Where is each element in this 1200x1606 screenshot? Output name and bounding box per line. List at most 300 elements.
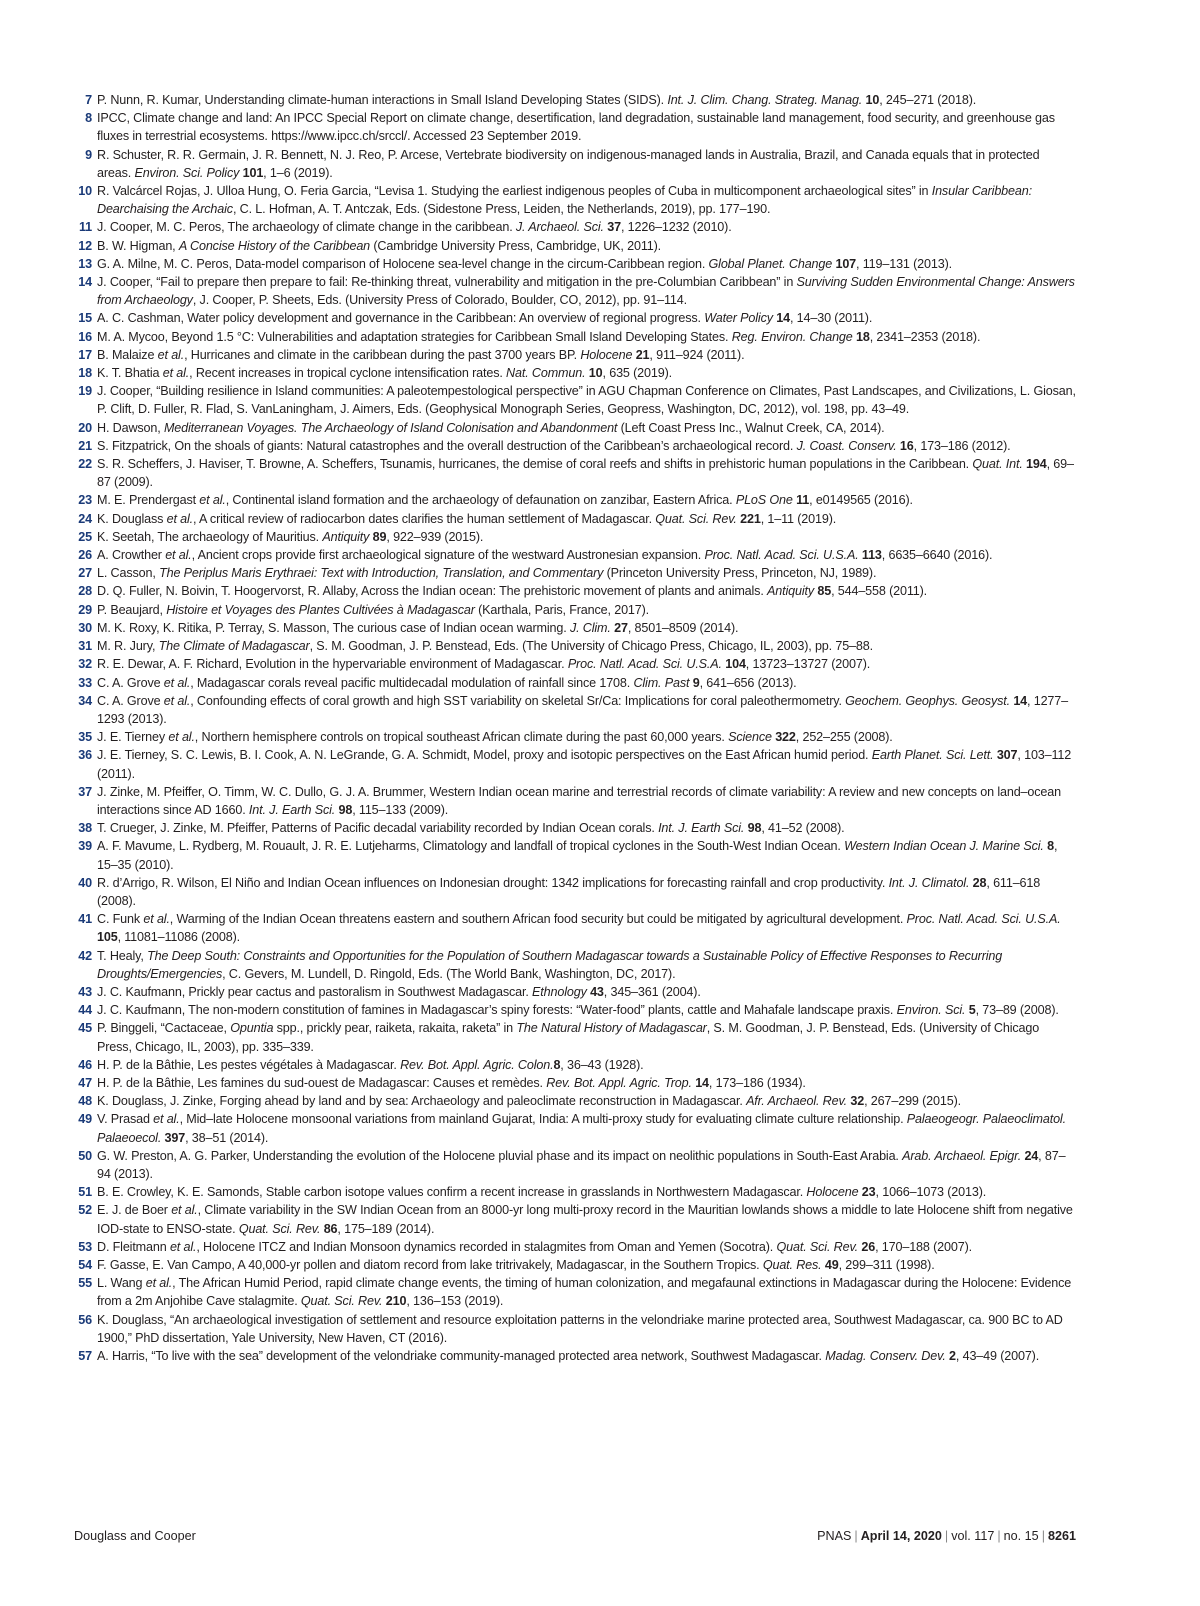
reference-item [74, 237, 1076, 255]
reference-italic-text: Rev. Bot. Appl. Agric. Trop. [546, 1075, 692, 1090]
reference-text: , Continental island formation and the archaeology of defaunation on zanzibar, Eastern Africa. [225, 493, 736, 508]
reference-text: L. Wang [97, 1276, 146, 1291]
reference-text: G. W. Preston, A. G. Parker, Understanding the evolution of the Holocene pluvial phase and its impact on neolithic populations in South-East Arabia. [97, 1148, 903, 1163]
reference-item [74, 382, 1076, 418]
reference-italic-text: Quat. Sci. Rev. [238, 1221, 321, 1236]
reference-volume: 14 [695, 1075, 709, 1090]
reference-item [74, 582, 1076, 600]
reference-italic-text: et al. [199, 493, 226, 508]
reference-number: 31 [78, 639, 92, 654]
reference-number: 32 [78, 657, 92, 672]
reference-number: 29 [78, 602, 92, 617]
reference-text: , J. Cooper, P. Sheets, Eds. (University Press of Colorado, Boulder, CO, 2012), pp. 91–114. [192, 293, 687, 308]
reference-text: , 119–131 (2013). [856, 256, 952, 271]
reference-number: 42 [78, 948, 92, 963]
reference-text: , 136–153 (2019). [406, 1294, 504, 1309]
reference-number: 43 [78, 984, 92, 999]
reference-number: 16 [78, 329, 92, 344]
reference-item [74, 255, 1076, 273]
reference-italic-text: et al. [153, 1112, 180, 1127]
reference-text: G. A. Milne, M. C. Peros, Data-model comparison of Holocene sea-level change in the circum-Caribbean region. [97, 256, 709, 271]
reference-text: M. R. Jury, [97, 639, 159, 654]
reference-text: , 103–112 (2011). [97, 748, 1072, 781]
reference-text: , Mid–late Holocene monsoonal variations from mainland Gujarat, India: A multi-proxy study for evaluating climate culture relationship. [179, 1112, 907, 1127]
reference-text: , 2341–2353 (2018). [869, 329, 981, 344]
reference-italic-text: Arab. Archaeol. Epigr. [902, 1148, 1022, 1163]
reference-item [74, 491, 1076, 509]
reference-text: P. Nunn, R. Kumar, Understanding climate-human interactions in Small Island Developing States (SIDS). [97, 93, 668, 107]
reference-text: A. F. Mavume, L. Rydberg, M. Rouault, J. R. E. Lutjeharms, Climatology and landfall of tropical cyclones in the South-West Indian Ocean. [97, 839, 845, 854]
reference-number: 52 [78, 1203, 92, 1218]
reference-volume: 10 [865, 93, 880, 107]
reference-volume: 98 [747, 821, 762, 836]
reference-volume: 8 [1047, 839, 1054, 854]
reference-italic-text: Science [728, 730, 772, 745]
reference-number: 36 [78, 748, 92, 763]
reference-italic-text: Clim. Past [633, 675, 690, 690]
reference-number: 34 [78, 693, 92, 708]
reference-text: , 15–35 (2010). [97, 839, 1058, 872]
reference-italic-text: Environ. Sci. [896, 1003, 966, 1018]
reference-text: , 175–189 (2014). [337, 1221, 435, 1236]
reference-item [74, 728, 1076, 746]
reference-item [74, 455, 1076, 491]
reference-list [74, 91, 1076, 1365]
reference-italic-text: Antiquity [322, 529, 370, 544]
reference-text: K. Seetah, The archaeology of Mauritius. [97, 529, 323, 544]
reference-text: spp., prickly pear, raiketa, rakaita, raketa” in [273, 1021, 517, 1036]
reference-text: , 911–924 (2011). [649, 347, 745, 362]
reference-number: 45 [78, 1021, 92, 1036]
reference-text: R. Valcárcel Rojas, J. Ulloa Hung, O. Feria Garcia, “Levisa 1. Studying the earliest indigenous peoples of Cuba in multicomponent archaeological sites” in [97, 184, 932, 199]
reference-text: , 611–618 (2008). [97, 875, 1041, 908]
reference-italic-text: Water Policy [704, 311, 773, 326]
reference-item [74, 564, 1076, 582]
reference-text: H. P. de la Bâthie, Les famines du sud-ouest de Madagascar: Causes et remèdes. [97, 1075, 547, 1090]
reference-text: , A critical review of radiocarbon dates clarifies the human settlement of Madagascar. [193, 511, 656, 526]
reference-italic-text: A Concise History of the Caribbean [178, 238, 371, 253]
reference-text: , 544–558 (2011). [831, 584, 928, 599]
reference-text: , 267–299 (2015). [864, 1094, 961, 1109]
reference-item [74, 1056, 1076, 1074]
reference-volume: 85 [817, 584, 832, 599]
reference-number: 47 [78, 1075, 92, 1090]
reference-text: S. R. Scheffers, J. Haviser, T. Browne, A. Scheffers, Tsunamis, hurricanes, the demise of coral reefs and shifts in prehistoric human populations in the Caribbean. [97, 457, 973, 472]
reference-number: 18 [78, 366, 92, 381]
reference-italic-text: Quat. Sci. Rev. [300, 1294, 383, 1309]
reference-italic-text: Opuntia [230, 1021, 274, 1036]
reference-text: (Karthala, Paris, France, 2017). [474, 602, 650, 617]
reference-text: J. E. Tierney [97, 730, 169, 745]
reference-number: 49 [78, 1112, 92, 1127]
reference-italic-text: The Climate of Madagascar [158, 639, 310, 654]
reference-number: 48 [78, 1094, 92, 1109]
reference-italic-text: Proc. Natl. Acad. Sci. U.S.A. [567, 657, 722, 672]
reference-number: 24 [78, 511, 92, 526]
reference-text: , 252–255 (2008). [795, 730, 893, 745]
reference-volume: 2 [949, 1349, 956, 1364]
reference-italic-text: Earth Planet. Sci. Lett. [871, 748, 994, 763]
footer-separator: | [854, 1529, 858, 1543]
reference-text: , S. M. Goodman, J. P. Benstead, Eds. (The University of Chicago Press, Chicago, IL, 2003), pp. 75–88. [309, 639, 873, 654]
reference-italic-text: Proc. Natl. Acad. Sci. U.S.A. [704, 548, 859, 563]
reference-italic-text: Quat. Int. [972, 457, 1023, 472]
reference-italic-text: et al. [168, 730, 195, 745]
reference-item [74, 837, 1076, 873]
reference-italic-text: J. Clim. [569, 620, 611, 635]
footer-date: April 14, 2020 [860, 1529, 942, 1543]
reference-text: L. Casson, [97, 566, 160, 581]
reference-text: P. Binggeli, “Cactaceae, [97, 1021, 231, 1036]
reference-number: 14 [78, 275, 92, 290]
reference-text: , 115–133 (2009). [352, 802, 449, 817]
reference-number: 54 [78, 1258, 92, 1272]
reference-italic-text: et al. [165, 548, 192, 563]
reference-item [74, 601, 1076, 619]
reference-text: J. C. Kaufmann, The non-modern constitution of famines in Madagascar’s spiny forests: “Water-food” plants, cattle and Mahafale landscape praxis. [97, 1003, 897, 1018]
reference-italic-text: Int. J. Climatol. [888, 875, 970, 890]
reference-italic-text: Environ. Sci. Policy [134, 165, 240, 180]
reference-item [74, 437, 1076, 455]
reference-text: T. Crueger, J. Zinke, M. Pfeiffer, Patterns of Pacific decadal variability recorded by Indian Ocean corals. [97, 821, 659, 836]
reference-italic-text: Proc. Natl. Acad. Sci. U.S.A. [906, 912, 1061, 927]
reference-text: R. Schuster, R. R. Germain, J. R. Bennett, N. J. Reo, P. Arcese, Vertebrate biodiversity on indigenous-managed lands in Australia, Brazil, and Canada equals that in protected areas. [97, 147, 1040, 180]
reference-item [74, 874, 1076, 910]
reference-number: 7 [85, 93, 92, 107]
reference-text: C. A. Grove [97, 675, 164, 690]
footer-separator: | [944, 1529, 949, 1543]
reference-item [74, 1110, 1076, 1146]
reference-item [74, 218, 1076, 236]
reference-text: A. Harris, “To live with the sea” development of the velondriake community-managed protected area network, Southwest Madagascar. [97, 1349, 826, 1364]
reference-text: , 36–43 (1928). [560, 1057, 644, 1072]
reference-item [74, 1001, 1076, 1019]
reference-volume: 9 [692, 675, 700, 690]
reference-text: , C. L. Hofman, A. T. Antczak, Eds. (Sidestone Press, Leiden, the Netherlands, 2019), pp. 177–190. [232, 202, 771, 217]
reference-number: 13 [78, 256, 92, 271]
reference-text: , 14–30 (2011). [789, 311, 873, 326]
reference-italic-text: The Natural History of Madagascar [516, 1021, 707, 1036]
reference-text: , 299–311 (1998). [838, 1258, 935, 1272]
reference-number: 17 [78, 347, 92, 362]
reference-item [74, 1201, 1076, 1237]
reference-italic-text: Reg. Environ. Change [731, 329, 853, 344]
reference-item [74, 546, 1076, 564]
reference-number: 33 [78, 675, 92, 690]
reference-item [74, 1238, 1076, 1256]
reference-volume: 10 [588, 366, 603, 381]
reference-number: 26 [78, 548, 92, 563]
reference-item [74, 419, 1076, 437]
reference-text: , Hurricanes and climate in the caribbean during the past 3700 years BP. [184, 347, 581, 362]
reference-number: 35 [78, 730, 92, 745]
reference-volume: 14 [776, 311, 790, 326]
reference-text: V. Prasad [97, 1112, 154, 1127]
reference-number: 19 [78, 384, 92, 399]
reference-text: H. Dawson, [97, 420, 164, 435]
reference-text: B. Malaize [97, 347, 158, 362]
reference-number: 53 [78, 1239, 92, 1254]
reference-item [74, 1147, 1076, 1183]
reference-text: P. Beaujard, [97, 602, 167, 617]
reference-item [74, 309, 1076, 327]
reference-number: 9 [85, 147, 92, 162]
reference-item [74, 983, 1076, 1001]
reference-volume: 27 [614, 620, 628, 635]
reference-volume: 16 [899, 438, 914, 453]
reference-text: J. E. Tierney, S. C. Lewis, B. I. Cook, A. N. LeGrande, G. A. Schmidt, Model, proxy and isotopic perspectives on the East African humid period. [97, 748, 872, 763]
reference-number: 27 [78, 566, 92, 581]
reference-italic-text: Holocene [806, 1185, 859, 1200]
reference-italic-text: Int. J. Earth Sci. [658, 821, 745, 836]
reference-item [74, 109, 1076, 145]
reference-number: 11 [78, 220, 92, 235]
reference-number: 12 [78, 238, 92, 253]
reference-text: A. C. Cashman, Water policy development and governance in the Caribbean: An overview of regional progress. [97, 311, 705, 326]
reference-number: 21 [78, 438, 92, 453]
reference-italic-text: Quat. Sci. Rev. [776, 1239, 859, 1254]
reference-italic-text: Afr. Archaeol. Rev. [746, 1094, 848, 1109]
reference-number: 57 [78, 1349, 92, 1364]
reference-text: E. J. de Boer [97, 1203, 172, 1218]
reference-italic-text: Ethnology [532, 984, 587, 999]
reference-text: H. P. de la Bâthie, Les pestes végétales à Madagascar. [97, 1057, 401, 1072]
reference-text: , 1277–1293 (2013). [97, 693, 1068, 726]
reference-italic-text: Mediterranean Voyages. The Archaeology of Island Colonisation and Abandonment [163, 420, 618, 435]
reference-text: M. E. Prendergast [97, 493, 200, 508]
reference-text: S. Fitzpatrick, On the shoals of giants: Natural catastrophes and the overall destruction of the Caribbean’s archaeological record. [97, 438, 797, 453]
reference-text: , Recent increases in tropical cyclone intensification rates. [189, 366, 507, 381]
reference-volume: 49 [824, 1258, 839, 1272]
reference-text: J. C. Kaufmann, Prickly pear cactus and pastoralism in Southwest Madagascar. [97, 984, 533, 999]
reference-text: , 922–939 (2015). [386, 529, 484, 544]
reference-item [74, 746, 1076, 782]
reference-italic-text: Western Indian Ocean J. Marine Sci. [844, 839, 1044, 854]
reference-text: , 6635–6640 (2016). [881, 548, 993, 563]
reference-volume: 32 [850, 1094, 865, 1109]
reference-number: 44 [78, 1003, 92, 1018]
reference-italic-text: Int. J. Clim. Chang. Strateg. Manag. [667, 93, 863, 107]
reference-volume: 18 [856, 329, 870, 344]
reference-volume: 210 [385, 1294, 407, 1309]
reference-text: , 1066–1073 (2013). [875, 1185, 987, 1200]
reference-item [74, 1256, 1076, 1274]
reference-number: 20 [78, 420, 92, 435]
reference-number: 41 [78, 912, 92, 927]
reference-number: 51 [78, 1185, 92, 1200]
reference-text: , Ancient crops provide first archaeological signature of the westward Austronesian expansion. [191, 548, 705, 563]
reference-text: J. Cooper, “Fail to prepare then prepare to fail: Re-thinking threat, vulnerability and mitigation in the pre-Columbian Caribbean” in [97, 275, 797, 290]
reference-text: , 170–188 (2007). [875, 1239, 972, 1254]
reference-text: A. Crowther [97, 548, 166, 563]
reference-item [74, 619, 1076, 637]
reference-text: (Cambridge University Press, Cambridge, UK, 2011). [370, 238, 662, 253]
reference-volume: 5 [968, 1003, 976, 1018]
reference-text: , Northern hemisphere controls on tropical southeast African climate during the past 60,000 years. [194, 730, 729, 745]
reference-number: 22 [78, 457, 92, 472]
reference-item [74, 655, 1076, 673]
reference-text: , C. Gevers, M. Lundell, D. Ringold, Eds. (The World Bank, Washington, DC, 2017). [222, 966, 676, 981]
reference-item [74, 1019, 1076, 1055]
reference-text: C. A. Grove [97, 693, 164, 708]
reference-italic-text: Madag. Conserv. Dev. [825, 1349, 946, 1364]
reference-item [74, 510, 1076, 528]
reference-text: IPCC, Climate change and land: An IPCC Special Report on climate change, desertification, land degradation, sustainable land management, food security, and greenhouse gas fluxes in terrestrial ecosystems. https://www.ipcc.ch/srccl/. Accessed 23 September 2019. [97, 111, 1055, 144]
reference-item [74, 674, 1076, 692]
reference-number: 55 [78, 1276, 92, 1291]
reference-text: , 13723–13727 (2007). [745, 657, 871, 672]
reference-italic-text: Int. J. Earth Sci. [248, 802, 336, 817]
reference-text: B. W. Higman, [97, 238, 179, 253]
reference-text: J. Cooper, “Building resilience in Island communities: A paleotempestological perspective” in AGU Chapman Conference on Climates, Past Landscapes, and Civilizations, L. Giosan, P. Clift, D. Fuller, R. Flad, S. VanLaningham, J. Aimers, Eds. (Geophysical Monograph Series, Geopress, Washington, DC, 2012), vol. 198, pp. 43–49. [97, 384, 1076, 417]
reference-number: 15 [78, 311, 92, 326]
reference-italic-text: Rev. Bot. Appl. Agric. Colon. [400, 1057, 554, 1072]
reference-text: D. Q. Fuller, N. Boivin, T. Hoogervorst, R. Allaby, Across the Indian ocean: The prehistoric movement of plants and animals. [97, 584, 768, 599]
footer-issue: no. 15 [1003, 1529, 1039, 1543]
reference-text: (Left Coast Press Inc., Walnut Creek, CA, 2014). [617, 420, 885, 435]
reference-italic-text: Histoire et Voyages des Plantes Cultivées à Madagascar [166, 602, 475, 617]
reference-volume: 26 [861, 1239, 876, 1254]
reference-italic-text: Surviving Sudden Environmental Change: Answers from Archaeology [97, 275, 1075, 308]
reference-italic-text: et al. [143, 912, 170, 927]
reference-item [74, 910, 1076, 946]
reference-item [74, 328, 1076, 346]
reference-italic-text: et al. [157, 347, 185, 362]
reference-text: K. Douglass, “An archaeological investigation of settlement and resource exploitation patterns in the velondriake marine protected area, Southwest Madagascar, ca. 900 BC to AD 1900,” PhD dissertation, Yale University, New Haven, CT (2016). [97, 1312, 1063, 1345]
reference-item [74, 637, 1076, 655]
reference-italic-text: et al. [145, 1276, 173, 1291]
reference-number: 40 [78, 875, 92, 890]
reference-number: 28 [78, 584, 92, 599]
reference-item [74, 182, 1076, 218]
reference-volume: 14 [1013, 693, 1028, 708]
reference-volume: 89 [372, 529, 387, 544]
reference-item [74, 1274, 1076, 1310]
reference-volume: 8 [553, 1057, 561, 1072]
reference-text: M. K. Roxy, K. Ritika, P. Terray, S. Masson, The curious case of Indian ocean warming. [97, 620, 570, 635]
reference-text: B. E. Crowley, K. E. Samonds, Stable carbon isotope values confirm a recent increase in grasslands in Northwestern Madagascar. [97, 1185, 807, 1200]
reference-volume: 101 [242, 165, 264, 180]
reference-item [74, 783, 1076, 819]
reference-text: , Confounding effects of coral growth and high SST variability on skeletal Sr/Ca: Implications for coral paleothermometry. [190, 693, 846, 708]
reference-number: 56 [78, 1312, 92, 1327]
reference-item [74, 947, 1076, 983]
reference-italic-text: et al. [163, 675, 191, 690]
page-footer [74, 1529, 1076, 1543]
reference-volume: 37 [607, 220, 621, 235]
reference-text: , Climate variability in the SW Indian Ocean from an 8000-yr long multi-proxy record in the Mauritian lowlands shows a middle to late Holocene shift from negative IOD-state to ENSO-state. [97, 1203, 1073, 1236]
reference-item [74, 692, 1076, 728]
reference-text: R. d’Arrigo, R. Wilson, El Niño and Indian Ocean influences on Indonesian drought: 1342 implications for forecasting rainfall and crop productivity. [97, 875, 889, 890]
reference-volume: 21 [635, 347, 650, 362]
reference-volume: 11 [796, 493, 810, 508]
reference-item [74, 1074, 1076, 1092]
reference-item [74, 146, 1076, 182]
reference-item [74, 1311, 1076, 1347]
reference-text: C. Funk [97, 912, 144, 927]
reference-item [74, 346, 1076, 364]
reference-text: , The African Humid Period, rapid climate change events, the timing of human colonization, and megafaunal extinctions in Madagascar during the Holocene: Evidence from a 2m Anjohibe Cave stalagmite. [97, 1276, 1072, 1309]
reference-number: 37 [78, 784, 92, 799]
footer-journal: PNAS [817, 1529, 852, 1543]
reference-italic-text: Insular Caribbean: Dearchaising the Archaic [97, 184, 1032, 217]
reference-italic-text: The Deep South: Constraints and Opportunities for the Population of Southern Madagascar towards a Sustainable Policy of Effective Responses to Recurring Droughts/Emergencies [97, 948, 1003, 981]
reference-item [74, 364, 1076, 382]
reference-italic-text: Global Planet. Change [708, 256, 833, 271]
reference-text: , 8501–8509 (2014). [627, 620, 739, 635]
reference-text: , e0149565 (2016). [809, 493, 913, 508]
reference-text: T. Healy, [97, 948, 148, 963]
reference-volume: 23 [861, 1185, 876, 1200]
reference-volume: 221 [740, 511, 761, 526]
reference-text: , 87–94 (2013). [97, 1148, 1066, 1181]
reference-text: , 38–51 (2014). [185, 1130, 269, 1145]
reference-number: 39 [78, 839, 92, 854]
reference-volume: 322 [775, 730, 796, 745]
reference-text: J. Cooper, M. C. Peros, The archaeology of climate change in the caribbean. [97, 220, 516, 235]
reference-text: , Madagascar corals reveal pacific multidecadal modulation of rainfall since 1708. [190, 675, 634, 690]
reference-volume: 107 [835, 256, 857, 271]
reference-item [74, 91, 1076, 109]
reference-text: , Warming of the Indian Ocean threatens eastern and southern African food security but could be mitigated by agricultural development. [169, 912, 907, 927]
reference-text: , 345–361 (2004). [603, 984, 701, 999]
reference-italic-text: PLoS One [735, 493, 793, 508]
footer-authors: Douglass and Cooper [74, 1529, 196, 1543]
reference-number: 46 [78, 1057, 92, 1072]
footer-citation [817, 1529, 1076, 1543]
reference-text: , 41–52 (2008). [761, 821, 845, 836]
reference-item [74, 819, 1076, 837]
reference-text: (Princeton University Press, Princeton, NJ, 1989). [603, 566, 877, 581]
reference-text: , 1226–1232 (2010). [620, 220, 732, 235]
reference-text: , Holocene ITCZ and Indian Monsoon dynamics recorded in stalagmites from Oman and Yemen (Socotra). [196, 1239, 777, 1254]
reference-italic-text: Quat. Res. [762, 1258, 822, 1272]
reference-italic-text: Holocene [580, 347, 633, 362]
reference-number: 30 [78, 620, 92, 635]
reference-volume: 98 [338, 802, 353, 817]
reference-number: 50 [78, 1148, 92, 1163]
reference-volume: 104 [725, 657, 746, 672]
reference-italic-text: Geochem. Geophys. Geosyst. [845, 693, 1010, 708]
reference-italic-text: J. Archaeol. Sci. [515, 220, 604, 235]
reference-italic-text: Palaeogeogr. Palaeoclimatol. Palaeoecol. [97, 1112, 1066, 1145]
reference-text: R. E. Dewar, A. F. Richard, Evolution in the hypervariable environment of Madagascar. [97, 657, 568, 672]
reference-italic-text: J. Coast. Conserv. [796, 438, 897, 453]
reference-item [74, 1092, 1076, 1110]
reference-number: 23 [78, 493, 92, 508]
reference-italic-text: Quat. Sci. Rev. [655, 511, 737, 526]
reference-text: , 43–49 (2007). [955, 1349, 1040, 1364]
reference-volume: 24 [1024, 1148, 1039, 1163]
reference-volume: 113 [861, 548, 882, 563]
reference-italic-text: et al. [163, 693, 191, 708]
reference-italic-text: et al. [171, 1203, 198, 1218]
reference-text: , 173–186 (1934). [708, 1075, 806, 1090]
footer-separator: | [1041, 1529, 1045, 1543]
reference-text: , 1–6 (2019). [263, 165, 333, 180]
reference-text: , 173–186 (2012). [913, 438, 1011, 453]
reference-volume: 194 [1026, 457, 1047, 472]
reference-text: D. Fleitmann [97, 1239, 170, 1254]
reference-text: K. T. Bhatia [97, 366, 163, 381]
reference-text: , S. M. Goodman, J. P. Benstead, Eds. (University of Chicago Press, Chicago, IL, 2003), pp. 335–339. [97, 1021, 1040, 1054]
reference-text: , 641–656 (2013). [699, 675, 797, 690]
reference-italic-text: Antiquity [767, 584, 814, 599]
reference-text: , 1–11 (2019). [760, 511, 837, 526]
reference-italic-text: Nat. Commun. [506, 366, 586, 381]
reference-volume: 86 [323, 1221, 338, 1236]
reference-italic-text: et al. [162, 366, 190, 381]
